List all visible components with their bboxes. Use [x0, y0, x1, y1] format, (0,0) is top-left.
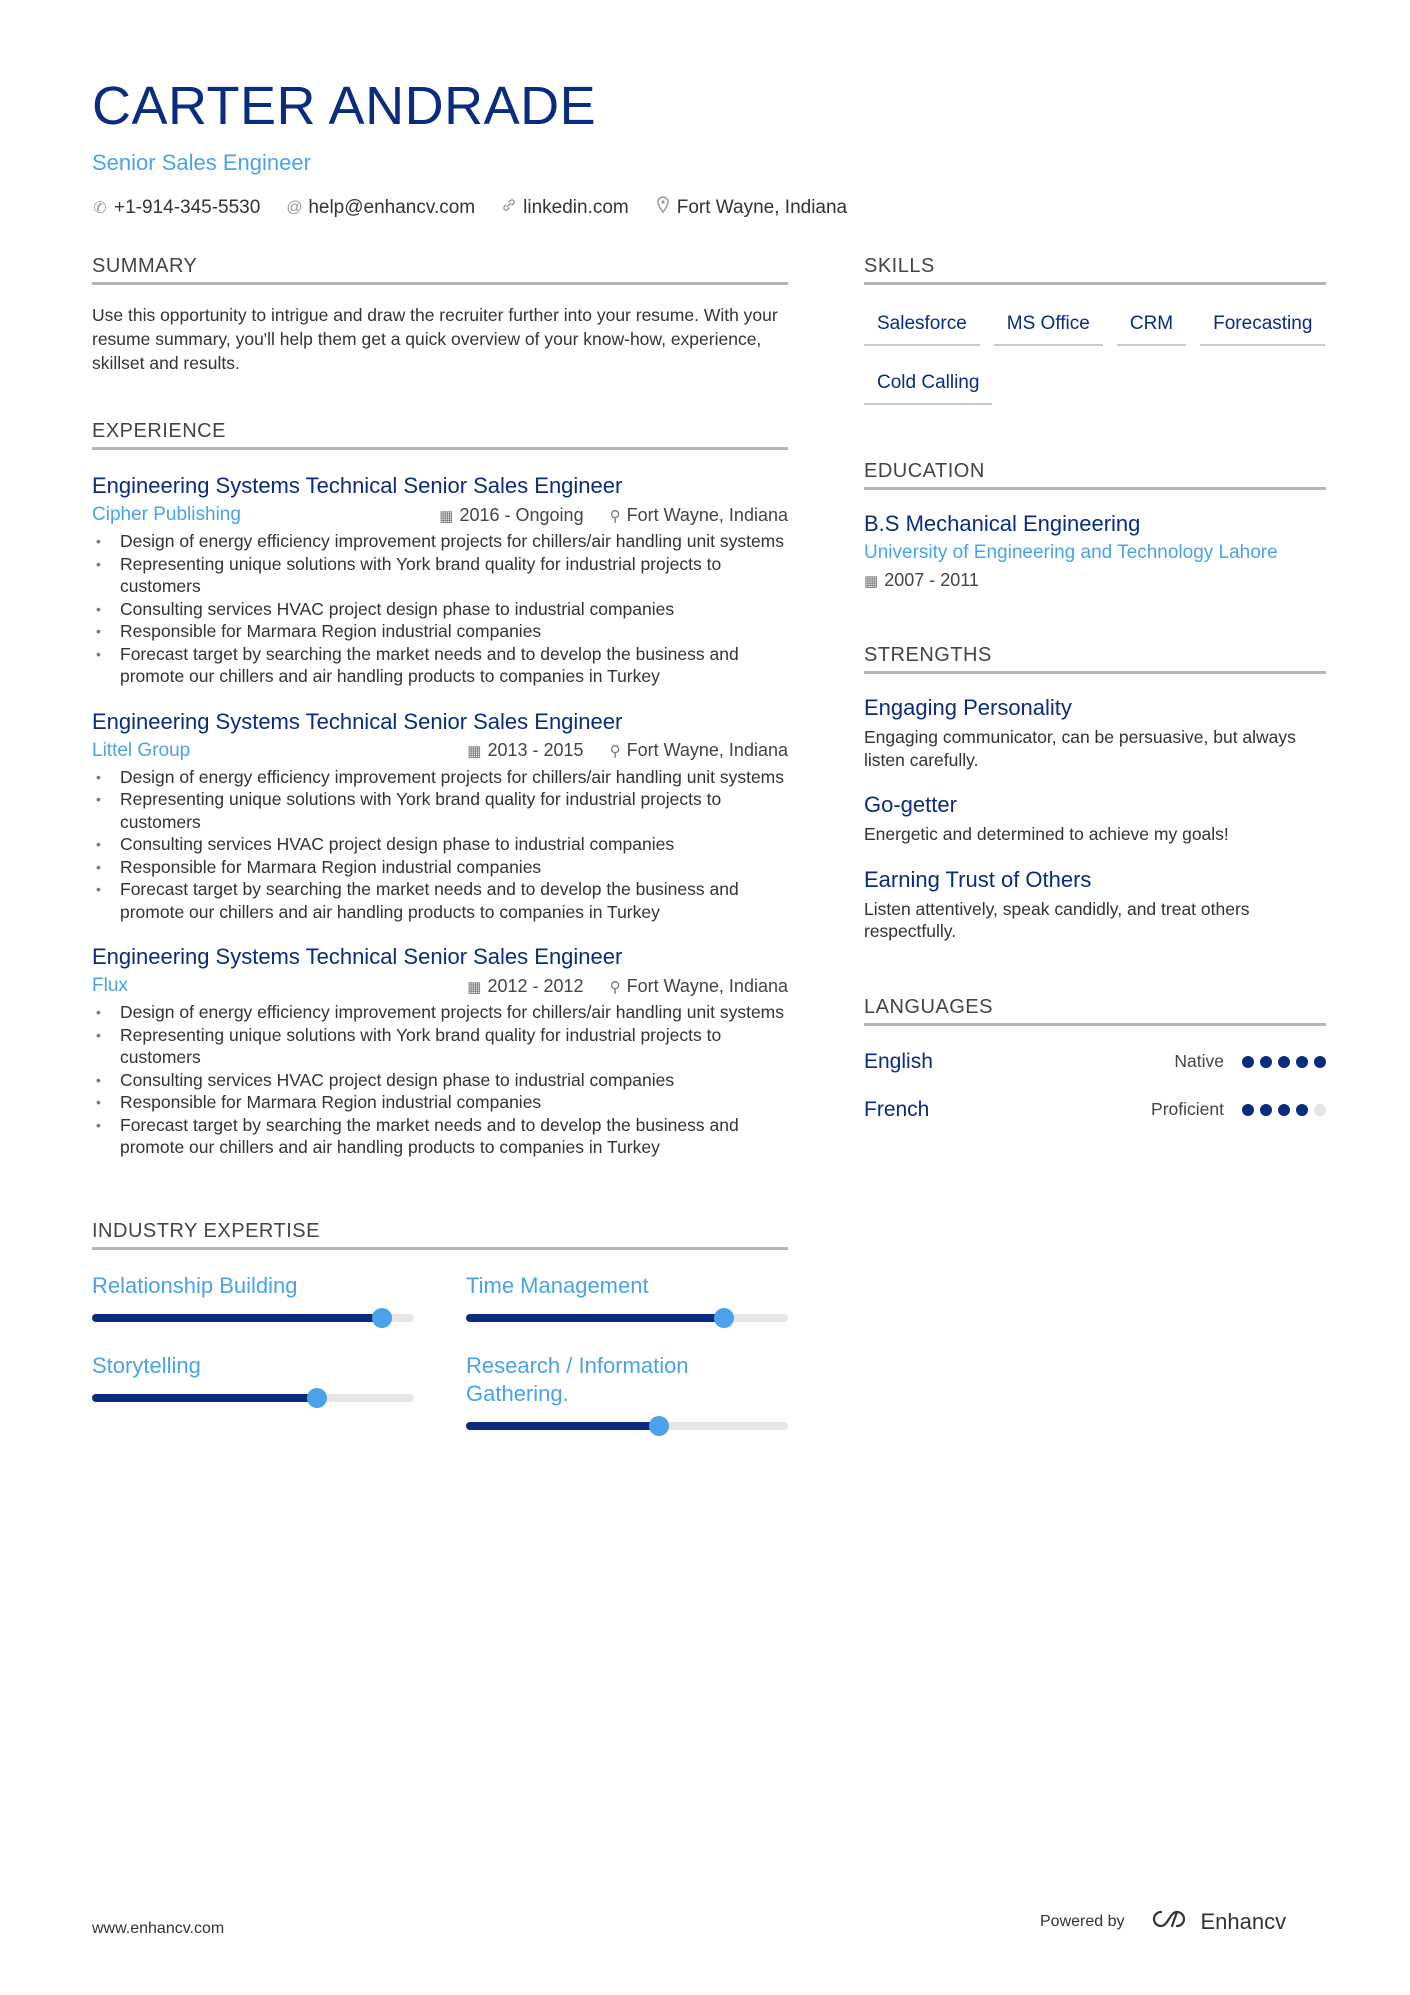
- strength-desc: Energetic and determined to achieve my goals!: [864, 824, 1229, 844]
- company-name: Flux: [92, 975, 128, 996]
- contact-row: [92, 196, 1332, 219]
- candidate-role: Senior Sales Engineer: [92, 150, 311, 175]
- expertise-bar-fill: [466, 1314, 724, 1322]
- candidate-name: CARTER ANDRADE: [92, 76, 597, 136]
- summary-section: [92, 254, 788, 375]
- expertise-item: [92, 1352, 414, 1430]
- language-row: [864, 1098, 1326, 1122]
- location-pin-icon: ⚲: [609, 743, 621, 760]
- summary-title: SUMMARY: [92, 254, 788, 285]
- education-title: EDUCATION: [864, 459, 1326, 490]
- company-name: Cipher Publishing: [92, 504, 241, 525]
- company-name: Littel Group: [92, 739, 191, 761]
- level-dot-filled: [1278, 1056, 1290, 1068]
- strength-item: [864, 694, 1326, 771]
- experience-item: [92, 708, 788, 924]
- expertise-bar-knob: [714, 1308, 734, 1328]
- bullet-item: • Consulting services HVAC project design phase to industrial companies: [92, 598, 788, 621]
- expertise-bar-knob: [307, 1388, 327, 1408]
- education-section: [864, 459, 1326, 591]
- job-bullets: [92, 1001, 788, 1159]
- contact-phone: [92, 197, 260, 219]
- strengths-title: STRENGTHS: [864, 643, 1326, 674]
- strength-desc: Listen attentively, speak candidly, and treat others respectfully.: [864, 898, 1250, 941]
- expertise-bar: [466, 1422, 788, 1430]
- languages-title: LANGUAGES: [864, 995, 1326, 1026]
- language-name: English: [864, 1049, 933, 1073]
- expertise-label: Research / Information Gathering.: [466, 1352, 689, 1406]
- language-level: Native: [1174, 1051, 1224, 1071]
- job-dates: ▦ 2013 - 2015: [467, 740, 584, 760]
- level-dot-filled: [1260, 1056, 1272, 1068]
- enhancv-logo-icon: [1147, 1908, 1191, 1936]
- skill-tag: CRM: [1117, 311, 1186, 346]
- education-degree: B.S Mechanical Engineering: [864, 511, 1141, 536]
- expertise-grid: [92, 1272, 788, 1430]
- expertise-label: Relationship Building: [92, 1272, 298, 1298]
- job-bullets: [92, 766, 788, 924]
- strength-title: Engaging Personality: [864, 695, 1072, 720]
- job-title: Engineering Systems Technical Senior Sales Engineer: [92, 473, 623, 498]
- at-icon: @: [286, 198, 303, 216]
- job-location: ⚲ Fort Wayne, Indiana: [609, 975, 788, 996]
- experience-item: [92, 472, 788, 688]
- education-school: University of Engineering and Technology Lahore: [864, 542, 1278, 563]
- linkedin-text[interactable]: linkedin.com: [523, 196, 629, 218]
- bullet-item: • Representing unique solutions with York brand quality for industrial projects to customers: [92, 553, 788, 598]
- bullet-item: • Forecast target by searching the market needs and to develop the business and promote our chillers and air handling products to companies in Turkey: [92, 878, 788, 923]
- footer-branding: [1040, 1908, 1286, 1936]
- job-location: ⚲ Fort Wayne, Indiana: [609, 504, 788, 525]
- calendar-icon: ▦: [864, 573, 879, 590]
- experience-item: [92, 943, 788, 1159]
- job-title: Engineering Systems Technical Senior Sales Engineer: [92, 708, 623, 734]
- bullet-item: • Responsible for Marmara Region industrial companies: [92, 856, 788, 879]
- expertise-bar: [466, 1314, 788, 1322]
- expertise-bar-knob: [372, 1308, 392, 1328]
- level-dot-filled: [1242, 1056, 1254, 1068]
- enhancv-logo-text: Enhancv: [1200, 1909, 1287, 1934]
- powered-by-text: Powered by: [1040, 1913, 1125, 1930]
- skill-tag: MS Office: [994, 311, 1103, 346]
- experience-title: EXPERIENCE: [92, 419, 788, 450]
- contact-linkedin[interactable]: [501, 197, 629, 219]
- job-bullets: [92, 530, 788, 688]
- level-dot-filled: [1260, 1104, 1272, 1116]
- level-dot-filled: [1242, 1104, 1254, 1116]
- bullet-item: • Consulting services HVAC project design phase to industrial companies: [92, 833, 788, 856]
- expertise-item: [466, 1352, 788, 1430]
- job-dates: ▦ 2016 - Ongoing: [439, 504, 584, 525]
- location-pin-icon: ⚲: [609, 507, 621, 525]
- bullet-item: • Representing unique solutions with York brand quality for industrial projects to customers: [92, 788, 788, 833]
- job-meta: [92, 504, 788, 526]
- bullet-item: • Design of energy efficiency improvement projects for chillers/air handling unit systems: [92, 1001, 788, 1024]
- expertise-bar: [92, 1314, 414, 1322]
- expertise-item: [92, 1272, 414, 1322]
- level-dot-filled: [1278, 1104, 1290, 1116]
- language-row: [864, 1050, 1326, 1074]
- experience-section: [92, 419, 788, 1159]
- skill-tag: Forecasting: [1200, 311, 1325, 346]
- job-dates: ▦ 2012 - 2012: [467, 975, 584, 996]
- header: [92, 76, 1332, 219]
- expertise-bar-knob: [649, 1416, 669, 1436]
- level-dot-filled: [1296, 1056, 1308, 1068]
- job-meta: [92, 740, 788, 762]
- expertise-label: Time Management: [466, 1272, 649, 1298]
- language-dots: [1242, 1056, 1326, 1068]
- strength-desc: Engaging communicator, can be persuasive, but always listen carefully.: [864, 727, 1296, 770]
- job-meta: [92, 975, 788, 997]
- bullet-item: • Forecast target by searching the market needs and to develop the business and promote our chillers and air handling products to companies in Turkey: [92, 1114, 788, 1159]
- bullet-item: • Representing unique solutions with York brand quality for industrial projects to customers: [92, 1024, 788, 1069]
- summary-text: Use this opportunity to intrigue and draw the recruiter further into your resume. With your resume summary, you'll help them get a quick overview of your know-how, experience, skillset and results.: [92, 305, 778, 373]
- bullet-item: • Forecast target by searching the market needs and to develop the business and promote our chillers and air handling products to companies in Turkey: [92, 643, 788, 688]
- calendar-icon: ▦: [467, 743, 482, 760]
- bullet-item: • Responsible for Marmara Region industrial companies: [92, 620, 788, 643]
- job-location: ⚲ Fort Wayne, Indiana: [609, 740, 788, 760]
- skills-section: [864, 254, 1326, 405]
- contact-location: [655, 196, 847, 219]
- right-column: [864, 254, 1326, 1122]
- expertise-bar: [92, 1394, 414, 1402]
- bullet-item: • Consulting services HVAC project design phase to industrial companies: [92, 1069, 788, 1092]
- expertise-bar-fill: [466, 1422, 659, 1430]
- location-pin-icon: ⚲: [609, 978, 621, 996]
- expertise-title: INDUSTRY EXPERTISE: [92, 1219, 788, 1250]
- location-text: Fort Wayne, Indiana: [676, 196, 848, 218]
- level-dot-filled: [1296, 1104, 1308, 1116]
- skills-list: [864, 311, 1326, 405]
- bullet-item: • Responsible for Marmara Region industrial companies: [92, 1091, 788, 1114]
- expertise-bar-fill: [92, 1314, 382, 1322]
- strength-title: Go-getter: [864, 792, 957, 817]
- education-dates: ▦ 2007 - 2011: [864, 570, 979, 590]
- strength-item: [864, 866, 1326, 943]
- email-text[interactable]: help@enhancv.com: [308, 196, 476, 218]
- language-level: Proficient: [1151, 1099, 1224, 1119]
- expertise-item: [466, 1272, 788, 1322]
- enhancv-logo[interactable]: [1147, 1908, 1287, 1936]
- strength-item: [864, 791, 1326, 846]
- bullet-item: • Design of energy efficiency improvement projects for chillers/air handling unit systems: [92, 530, 788, 553]
- expertise-label: Storytelling: [92, 1352, 201, 1378]
- phone-icon: ✆: [93, 199, 107, 217]
- bullet-item: • Design of energy efficiency improvement projects for chillers/air handling unit systems: [92, 766, 788, 789]
- contact-email[interactable]: [286, 197, 475, 219]
- strength-title: Earning Trust of Others: [864, 866, 1092, 892]
- expertise-bar-fill: [92, 1394, 317, 1402]
- link-icon: [501, 197, 517, 218]
- expertise-section: [92, 1219, 788, 1430]
- level-dot-filled: [1314, 1056, 1326, 1068]
- calendar-icon: ▦: [467, 978, 482, 996]
- location-pin-icon: [655, 196, 671, 219]
- skills-title: SKILLS: [864, 254, 1326, 285]
- languages-section: [864, 995, 1326, 1122]
- footer-website[interactable]: www.enhancv.com: [92, 1920, 225, 1937]
- level-dot-empty: [1314, 1104, 1326, 1116]
- calendar-icon: ▦: [439, 507, 454, 525]
- phone-text: +1-914-345-5530: [114, 196, 261, 218]
- skill-tag: Salesforce: [864, 311, 980, 346]
- language-dots: [1242, 1104, 1326, 1116]
- strengths-section: [864, 643, 1326, 943]
- job-title: Engineering Systems Technical Senior Sales Engineer: [92, 944, 623, 969]
- left-column: [92, 254, 788, 1430]
- skill-tag: Cold Calling: [864, 370, 992, 405]
- language-name: French: [864, 1097, 930, 1121]
